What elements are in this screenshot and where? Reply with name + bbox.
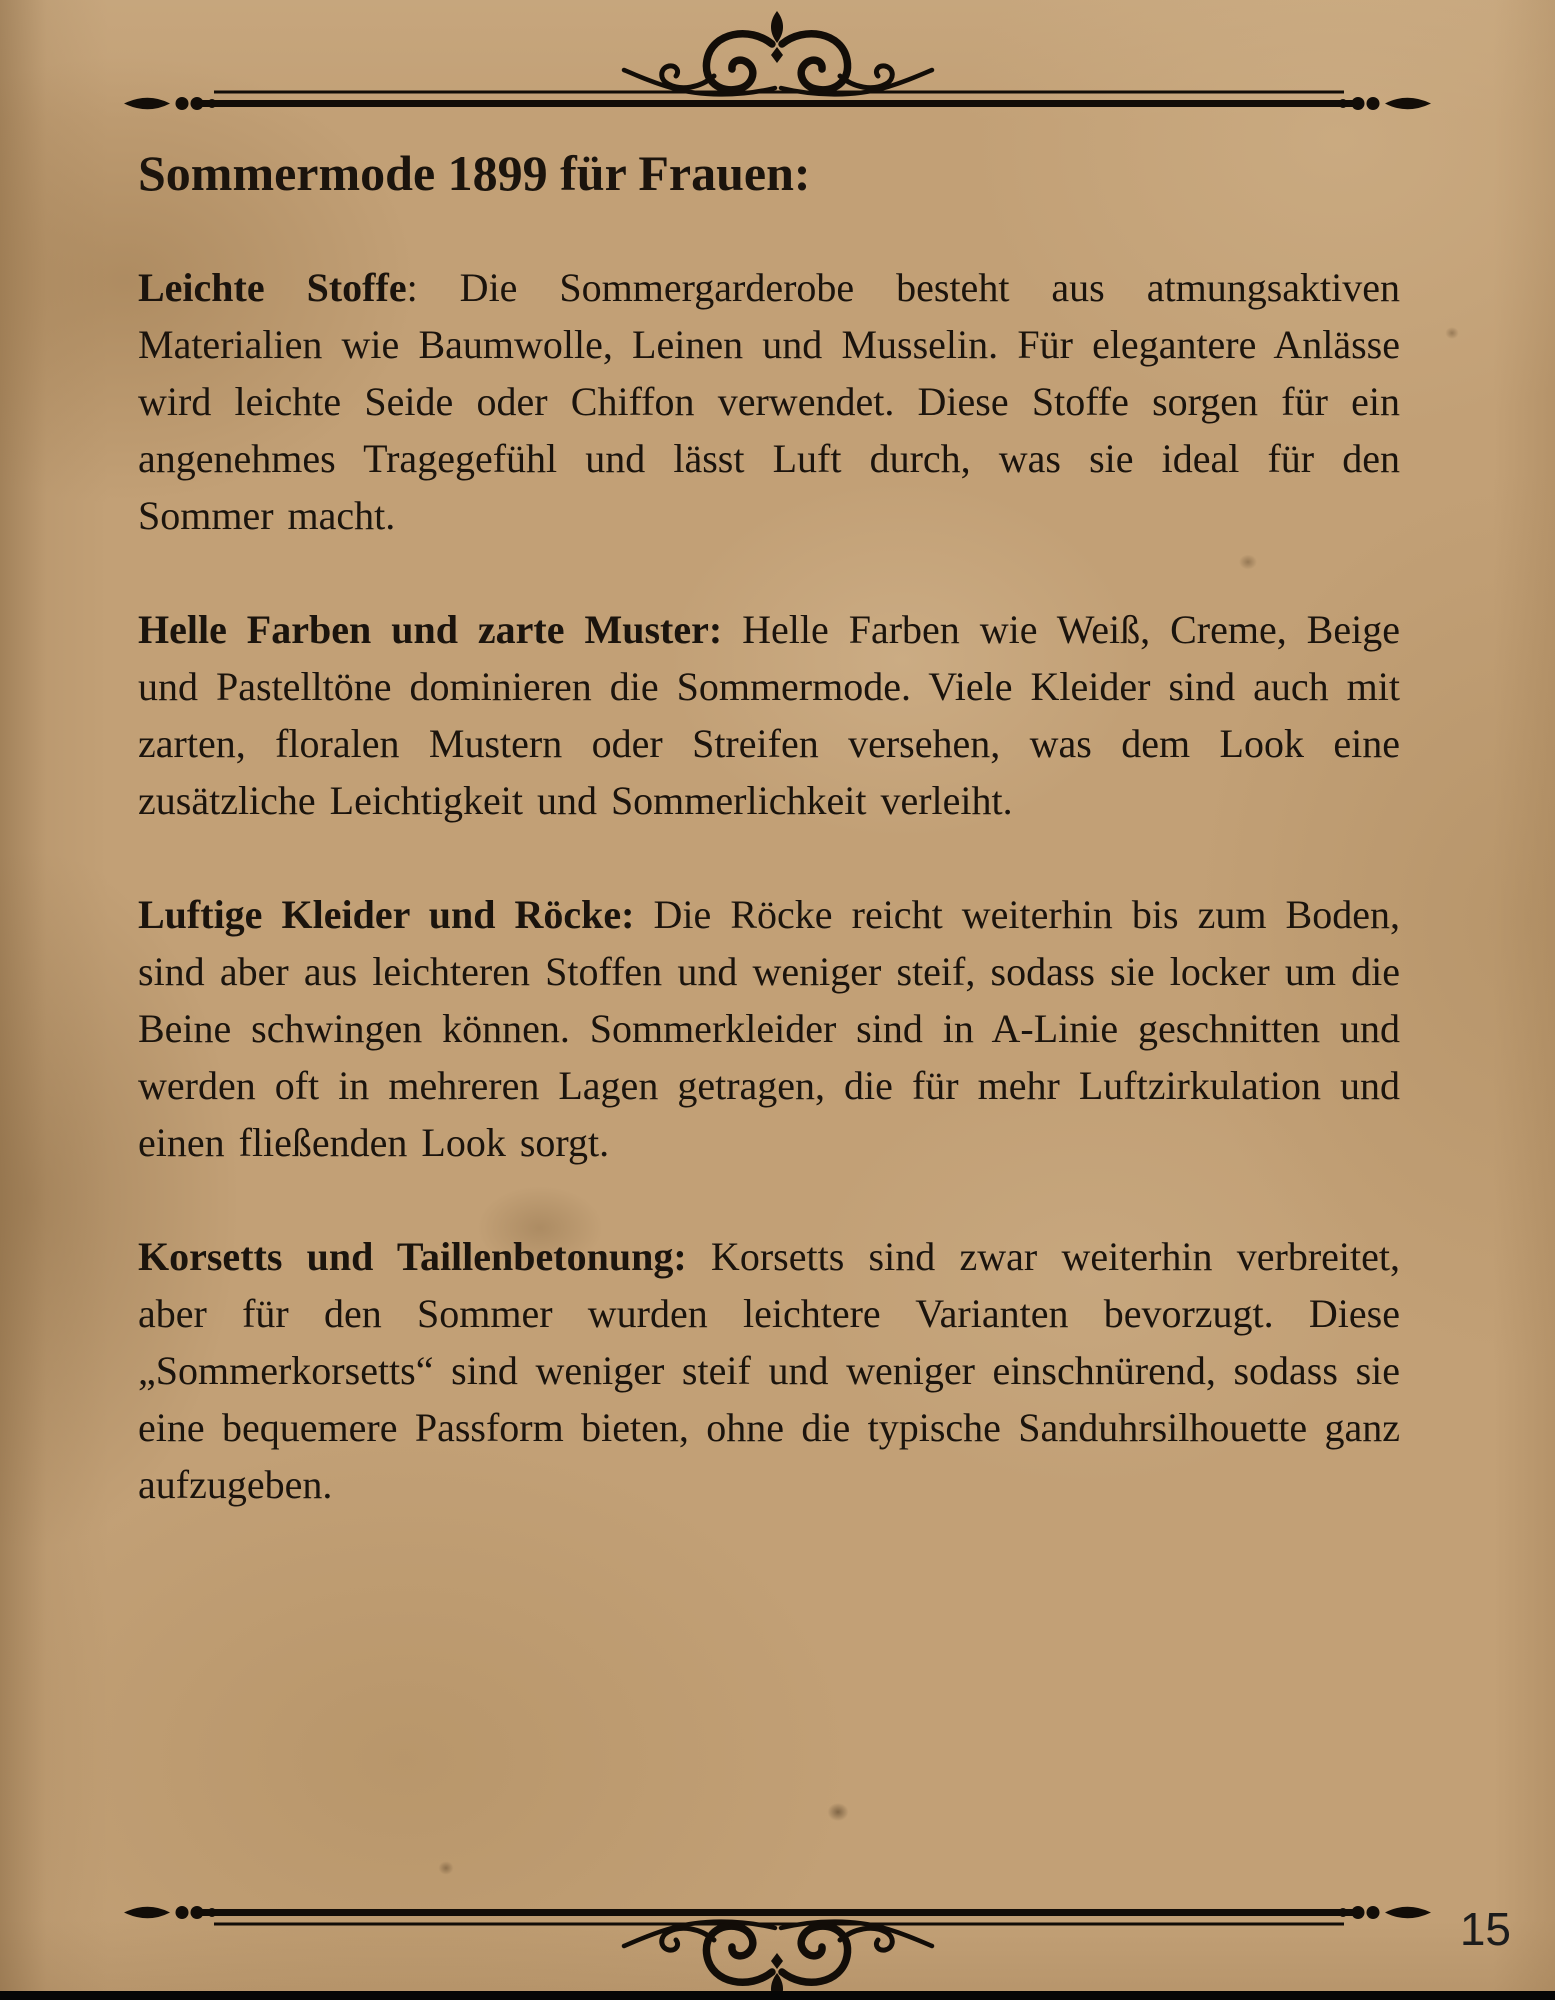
paragraph-luftige-kleider	[138, 886, 1400, 1171]
flourish-divider-bottom-icon	[0, 1904, 1555, 2000]
paragraph-body: Die Röcke reicht weiterhin bis zum Boden, sind aber aus leichteren Stoffen und weniger steif, sodass sie locker um die Beine schwingen können. Sommerkleider sind in A-Linie geschnitten und werden oft in mehreren Lagen getragen, die für mehr Luftzirkulation und einen fließenden Look sorgt.	[138, 892, 1400, 1165]
flourish-divider-top-icon	[0, 0, 1555, 120]
paragraph-lead: Leichte Stoffe	[138, 265, 407, 310]
paragraph-body: : Die Sommergarderobe besteht aus atmungsaktiven Materialien wie Baumwolle, Leinen und Musselin. Für elegantere Anlässe wird leichte Seide oder Chiffon verwendet. Diese Stoffe sorgen für ein angenehmes Tragegefühl und lässt Luft durch, was sie ideal für den Sommer macht.	[138, 265, 1400, 538]
paragraph-korsetts	[138, 1228, 1400, 1513]
paragraph-helle-farben	[138, 601, 1400, 829]
paragraph-lead: Helle Farben und zarte Muster:	[138, 607, 723, 652]
text-column	[138, 145, 1400, 1570]
paragraph-lead: Korsetts und Taillenbetonung:	[138, 1234, 687, 1279]
paragraph-lead: Luftige Kleider und Röcke:	[138, 892, 635, 937]
page-number: 15	[1459, 1903, 1511, 1955]
bottom-edge-strip	[0, 1991, 1555, 2000]
paragraph-body: Korsetts sind zwar weiterhin verbreitet, aber für den Sommer wurden leichtere Varianten bevorzugt. Diese „Sommerkorsetts“ sind weniger steif und weniger einschnürend, sodass sie eine bequemere Passform bieten, ohne die typische Sanduhrsilhouette ganz aufzugeben.	[138, 1234, 1401, 1507]
paragraph-body: Helle Farben wie Weiß, Creme, Beige und Pastelltöne dominieren die Sommermode. Viele Kleider sind auch mit zarten, floralen Mustern oder Streifen versehen, was dem Look eine zusätzliche Leichtigkeit und Sommerlichkeit verleiht.	[138, 607, 1400, 823]
page-title: Sommermode 1899 für Frauen:	[138, 145, 811, 201]
paragraph-leichte-stoffe	[138, 259, 1400, 544]
